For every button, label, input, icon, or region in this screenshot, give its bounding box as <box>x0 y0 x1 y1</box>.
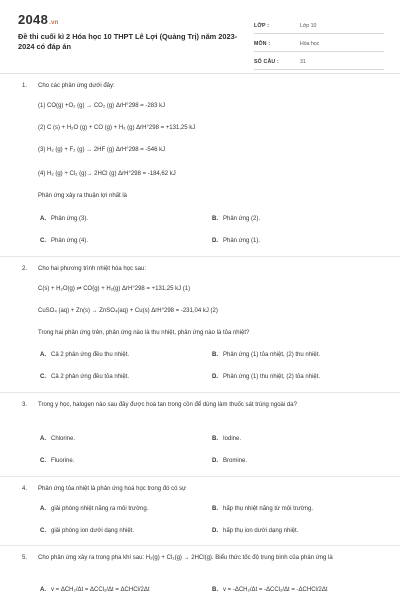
q1-reaction-3: (3) H₂ (g) + F₂ (g) → 2HF (g) ΔrH°298 = -546 kJ <box>38 147 166 153</box>
q4-option-a[interactable]: A. giải phóng nhiệt năng ra môi trường. <box>40 506 149 512</box>
exam-meta <box>254 18 384 72</box>
q4-option-b[interactable]: B. hấp thụ nhiệt năng từ môi trường. <box>212 506 314 512</box>
q3-option-b[interactable]: B. Iodine. <box>212 436 242 442</box>
q1-reaction-1: (1) CO(g) +O₂ (g) → CO₂ (g) ΔrH°298 = -283 kJ <box>38 103 166 109</box>
question-divider <box>0 256 400 257</box>
q4-option-c[interactable]: C. giải phóng ion dưới dạng nhiệt. <box>40 528 135 534</box>
meta-question-count: SỐ CÂU : 31 <box>254 54 384 70</box>
q1-prompt: Phản ứng xảy ra thuận lợi nhất là <box>38 193 128 199</box>
question-divider <box>0 545 400 546</box>
exam-title: Đề thi cuối kì 2 Hóa học 10 THPT Lê Lợi (Quảng Trị) năm 2023-2024 có đáp án <box>18 32 238 51</box>
q2-option-a[interactable]: A. Cả 2 phản ứng đều thu nhiệt. <box>40 352 130 358</box>
meta-subject: MÔN : Hóa học <box>254 36 384 52</box>
question-divider <box>0 392 400 393</box>
q2-equation-1: C(s) + H₂O(g) ⇌ CO(g) + H₂(g) ΔrH°298 = +131,25 kJ (1) <box>38 286 191 292</box>
q4-option-d[interactable]: D. hấp thụ ion dưới dạng nhiệt. <box>212 528 299 534</box>
q1-option-a[interactable]: A. Phản ứng (3). <box>40 216 89 222</box>
q5-option-b[interactable]: B. v = -ΔCH₂/Δt = -ΔCCl₂/Δt = -ΔCHCl/2Δt <box>212 587 328 593</box>
question-divider <box>0 476 400 477</box>
q2-option-c[interactable]: C. Cả 2 phản ứng đều tỏa nhiệt. <box>40 374 130 380</box>
q2-equation-2: CuSO₄ (aq) + Zn(s) → ZnSO₄(aq) + Cu(s) ΔrH°298 = -231,04 kJ (2) <box>38 308 218 314</box>
site-logo[interactable]: 2048.vn <box>18 12 59 27</box>
meta-class: LỚP : Lớp 10 <box>254 18 384 34</box>
q3-option-c[interactable]: C. Fluorine. <box>40 458 75 464</box>
q3-option-a[interactable]: A. Chlorine. <box>40 436 76 442</box>
header-divider <box>0 73 400 74</box>
q5-option-a[interactable]: A. v = ΔCH₂/Δt = ΔCCl₂/Δt = ΔCHCl/2Δt <box>40 587 150 593</box>
q2-option-d[interactable]: D. Phản ứng (1) thu nhiệt, (2) tỏa nhiệt. <box>212 374 321 380</box>
q1-option-c[interactable]: C. Phản ứng (4). <box>40 238 89 244</box>
page-header <box>18 10 386 68</box>
q3-option-d[interactable]: D. Bromine. <box>212 458 248 464</box>
q1-option-b[interactable]: B. Phản ứng (2). <box>212 216 261 222</box>
q2-prompt: Trong hai phản ứng trên, phản ứng nào là thu nhiệt, phản ứng nào là tỏa nhiệt? <box>38 330 250 336</box>
q1-reaction-2: (2) C (s) + H₂O (g) + CO (g) + H₂ (g) ΔrH°298 = +131,25 kJ <box>38 125 196 131</box>
q2-option-b[interactable]: B. Phản ứng (1) tỏa nhiệt, (2) thu nhiệt. <box>212 352 321 358</box>
q1-option-d[interactable]: D. Phản ứng (1). <box>212 238 261 244</box>
q1-reaction-4: (4) H₂ (g) + Cl₂ (g)→ 2HCl (g) ΔrH°298 = -184,62 kJ <box>38 171 176 177</box>
exam-page: 2048.vn Đề thi cuối kì 2 Hóa học 10 THPT Lê Lợi (Quảng Trị) năm 2023-2024 có đáp án LỚP : Lớp 10 MÔN : Hóa học SỐ CÂU : 31 1. Cho các phản ứng dưới đây: (1) CO(g) +O₂ (g) → CO₂ (g) ΔrH°298 = -283 kJ (2) C (s) + H₂O (g) + CO (g) + H₂ (g) ΔrH°298 = +131,25 kJ (3) H₂ (g) + F₂ (g) → 2HF (g) ΔrH°298 = -546 kJ (4) H₂ (g) + Cl₂ (g)→ 2HCl (g) ΔrH°298 = -184,62 kJ Phản ứng xảy ra thuận lợi nhất là A. Phản ứng (3). B. Phản ứng (2). C. Phản ứng (4). D. Phản ứng (1). 2. Cho hai phương trình nhiệt hóa học sau: C(s) + H₂O(g) ⇌ CO(g) + H₂(g) ΔrH°298 = +131,25 kJ (1) CuSO₄ (aq) + Zn(s) → ZnSO₄(aq) + Cu(s) ΔrH°298 = -231,04 kJ (2) Trong hai phản ứng trên, phản ứng nào là thu nhiệt, phản ứng nào là tỏa nhiệt? A. Cả 2 phản ứng đều thu nhiệt. B. Phản ứng (1) tỏa nhiệt, (2) thu nhiệt. C. Cả 2 phản ứng đều tỏa nhiệt. D. Phản ứng (1) thu nhiệt, (2) tỏa nhiệt. 3. Trong y học, halogen nào sau đây được hoà tan trong cồn để dùng làm thuốc sát trùng ngoài da? A. Chlorine. B. Iodine. C. Fluorine. D. Bromine. 4. Phản ứng tỏa nhiệt là phản ứng hoá học trong đó có sự A. giải phóng nhiệt năng ra môi trường. B. hấp thụ nhiệt năng từ môi trường. C. giải phóng ion dưới dạng nhiệt. D. hấp thụ ion dưới dạng nhiệt. 5. Cho phản ứng xảy ra trong pha khí sau: H₂(g) + Cl₂(g) → 2HCl(g). Biểu thức tốc độ trung bình của phản ứng là A. v = ΔCH₂/Δt = ΔCCl₂/Δt = ΔCHCl/2Δt B. v = -ΔCH₂/Δt = -ΔCCl₂/Δt = -ΔCHCl/2Δt <box>0 0 400 600</box>
